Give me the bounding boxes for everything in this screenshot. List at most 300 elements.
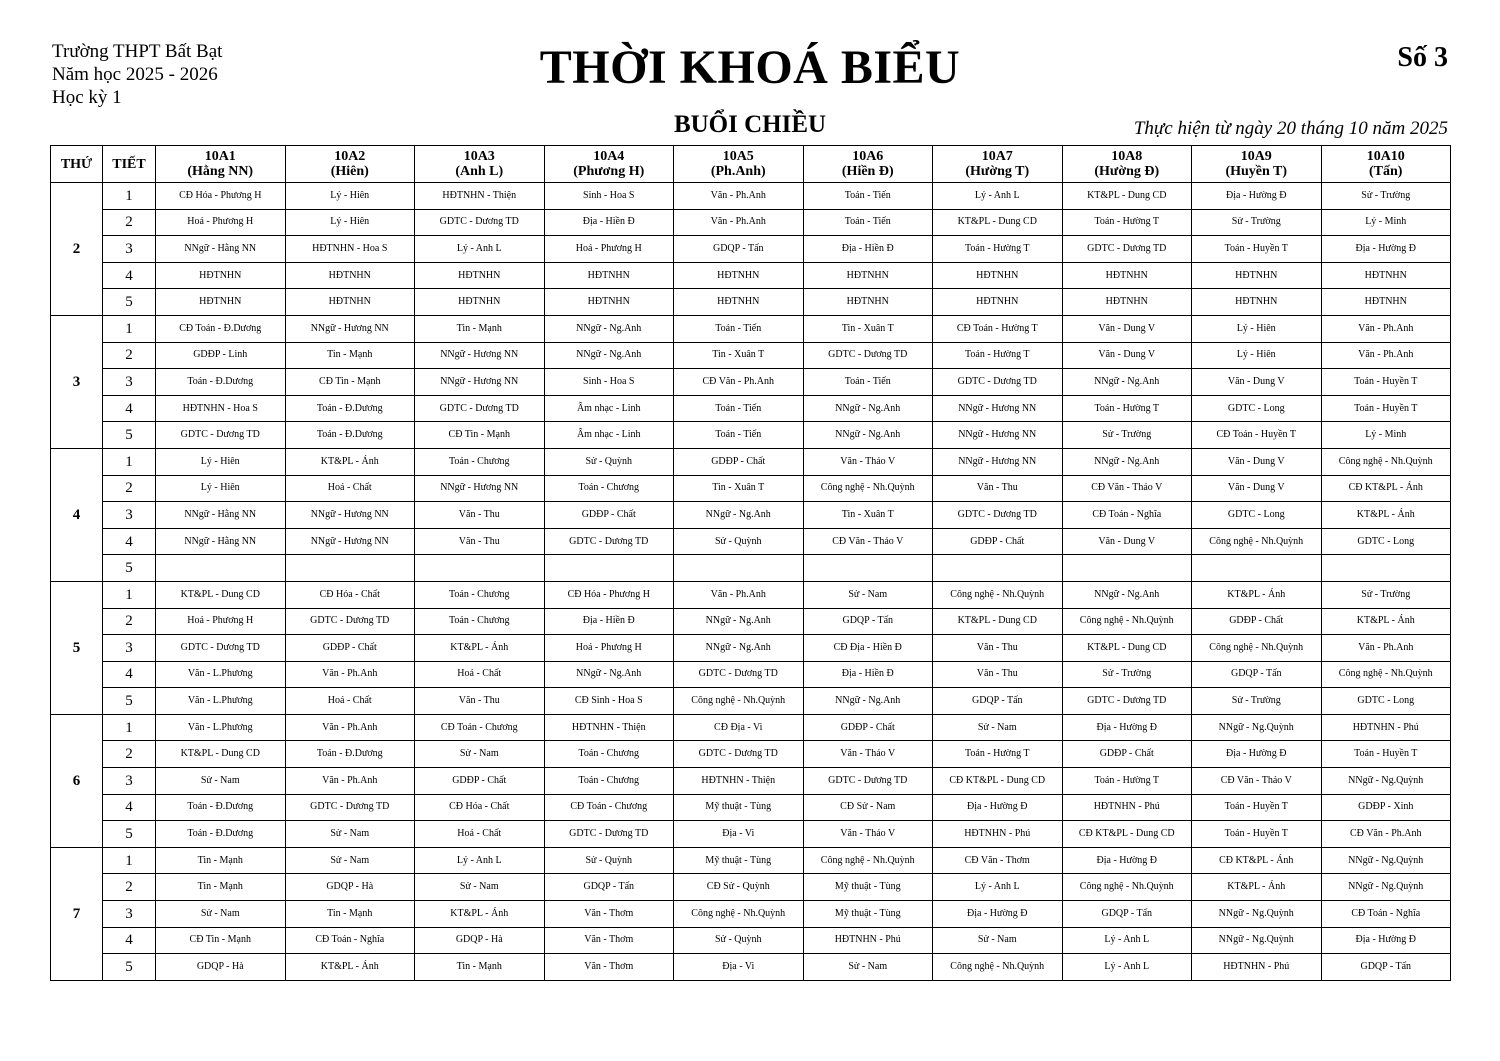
lesson-text: Tin - Xuân T xyxy=(841,322,894,334)
lesson-text: GDTC - Dương TD xyxy=(310,801,390,813)
lesson-cell xyxy=(1192,395,1322,422)
lesson-text: GDTC - Dương TD xyxy=(180,429,260,441)
lesson-text: Văn - Thơm xyxy=(584,934,634,946)
lesson-cell xyxy=(1192,901,1322,928)
table-row xyxy=(51,315,1451,342)
lesson-cell xyxy=(933,741,1063,768)
table-row xyxy=(51,448,1451,475)
lesson-text: Văn - Thảo V xyxy=(840,748,896,760)
lesson-cell xyxy=(803,315,933,342)
lesson-cell xyxy=(933,315,1063,342)
day-cell: 3 xyxy=(51,315,103,448)
lesson-cell xyxy=(544,714,674,741)
lesson-text: Văn - Ph.Anh xyxy=(322,668,378,680)
lesson-cell xyxy=(1321,794,1451,821)
lesson-cell xyxy=(285,209,415,236)
homeroom-teacher: (Tấn) xyxy=(1369,164,1403,179)
lesson-text: NNgữ - Ng.Anh xyxy=(705,615,771,627)
class-name: 10A7 xyxy=(981,149,1013,164)
lesson-text: Văn - Dung V xyxy=(1227,455,1285,467)
period-cell: 1 xyxy=(103,315,156,342)
lesson-text: GDĐP - Chất xyxy=(970,535,1025,547)
lesson-cell xyxy=(674,448,804,475)
lesson-text: GDTC - Dương TD xyxy=(569,828,649,840)
timetable-body xyxy=(51,183,1451,981)
column-header-class xyxy=(933,146,1063,183)
lesson-text: GDQP - Tấn xyxy=(971,695,1023,707)
lesson-text: Mỹ thuật - Tùng xyxy=(834,907,901,919)
class-name: 10A8 xyxy=(1111,149,1143,164)
lesson-text: CĐ Toán - Nghĩa xyxy=(1092,508,1162,520)
lesson-cell xyxy=(1321,448,1451,475)
lesson-cell xyxy=(544,927,674,954)
lesson-cell xyxy=(674,289,804,316)
lesson-text: Toán - Hường T xyxy=(1094,216,1160,228)
lesson-text: Công nghệ - Nh.Quỳnh xyxy=(820,482,915,494)
lesson-text: Địa - Vi xyxy=(722,961,755,973)
lesson-text: Văn - Thơm xyxy=(584,961,634,973)
lesson-text: CĐ Hóa - Chất xyxy=(449,801,510,813)
lesson-text: KT&PL - Dung CD xyxy=(1087,189,1167,201)
lesson-text: Toán - Hường T xyxy=(964,349,1030,361)
lesson-cell xyxy=(156,448,286,475)
lesson-cell xyxy=(1321,395,1451,422)
lesson-cell xyxy=(674,821,804,848)
lesson-text: NNgữ - Ng.Quỳnh xyxy=(1218,907,1294,919)
lesson-cell xyxy=(156,315,286,342)
lesson-cell xyxy=(415,927,545,954)
lesson-cell xyxy=(544,901,674,928)
class-name: 10A9 xyxy=(1240,149,1272,164)
lesson-cell xyxy=(1062,448,1192,475)
lesson-text: Toán - Huyền T xyxy=(1354,402,1418,414)
lesson-text: CĐ Toán - Nghĩa xyxy=(315,934,385,946)
lesson-text: Sử - Trường xyxy=(1231,695,1281,707)
lesson-cell xyxy=(933,954,1063,981)
lesson-cell xyxy=(156,422,286,449)
lesson-text: GDĐP - Linh xyxy=(193,349,248,361)
lesson-text: CĐ Toán - Đ.Dương xyxy=(179,322,262,334)
lesson-text: HĐTNHN xyxy=(976,269,1019,281)
lesson-text: NNgữ - Ng.Quỳnh xyxy=(1218,934,1294,946)
period-cell: 3 xyxy=(103,502,156,529)
lesson-text: Hoá - Chất xyxy=(327,695,372,707)
lesson-text: NNgữ - Ng.Anh xyxy=(835,429,901,441)
lesson-cell xyxy=(415,183,545,210)
homeroom-teacher: (Hằng NN) xyxy=(187,164,254,179)
lesson-cell xyxy=(803,502,933,529)
lesson-text: Toán - Đ.Dương xyxy=(316,402,383,414)
table-row xyxy=(51,927,1451,954)
period-cell: 2 xyxy=(103,608,156,635)
lesson-cell xyxy=(156,502,286,529)
lesson-text: KT&PL - Ánh xyxy=(320,455,379,467)
period-cell: 5 xyxy=(103,821,156,848)
lesson-cell xyxy=(285,927,415,954)
lesson-cell xyxy=(803,448,933,475)
lesson-cell xyxy=(1321,475,1451,502)
lesson-text: Sinh - Hoa S xyxy=(583,375,635,387)
period-cell: 2 xyxy=(103,342,156,369)
lesson-text: GDTC - Long xyxy=(1357,695,1415,707)
lesson-text: Văn - Dung V xyxy=(1098,322,1156,334)
lesson-cell xyxy=(285,502,415,529)
lesson-cell xyxy=(1192,528,1322,555)
lesson-text: Địa - Hiền Đ xyxy=(841,242,894,254)
lesson-cell xyxy=(1192,183,1322,210)
lesson-text: Toán - Hường T xyxy=(964,242,1030,254)
lesson-cell xyxy=(544,608,674,635)
class-name: 10A6 xyxy=(852,149,884,164)
lesson-text: Sử - Nam xyxy=(200,907,240,919)
lesson-text: NNgữ - Hằng NN xyxy=(184,535,257,547)
lesson-cell xyxy=(1062,688,1192,715)
lesson-cell xyxy=(544,874,674,901)
lesson-cell xyxy=(1062,635,1192,662)
lesson-cell xyxy=(1192,209,1322,236)
lesson-cell xyxy=(1192,714,1322,741)
lesson-text: HĐTNHN xyxy=(1364,269,1407,281)
lesson-cell xyxy=(803,635,933,662)
lesson-cell xyxy=(803,901,933,928)
lesson-text: Lý - Anh L xyxy=(1104,961,1150,973)
lesson-cell xyxy=(1192,315,1322,342)
lesson-text: Sử - Trường xyxy=(1102,429,1152,441)
lesson-text: Văn - Dung V xyxy=(1227,482,1285,494)
lesson-text: GDTC - Long xyxy=(1227,402,1285,414)
lesson-text: Công nghệ - Nh.Quỳnh xyxy=(950,588,1045,600)
lesson-text: CĐ Toán - Hường T xyxy=(956,322,1038,334)
lesson-cell xyxy=(933,608,1063,635)
lesson-cell xyxy=(1062,475,1192,502)
lesson-cell xyxy=(803,369,933,396)
lesson-cell xyxy=(1062,954,1192,981)
lesson-cell xyxy=(674,183,804,210)
lesson-text: CĐ KT&PL - Dung CD xyxy=(1078,828,1175,840)
lesson-text: Công nghệ - Nh.Quỳnh xyxy=(1079,881,1174,893)
timetable xyxy=(50,145,1451,981)
lesson-cell xyxy=(1062,262,1192,289)
lesson-cell xyxy=(1192,475,1322,502)
column-header-class xyxy=(1321,146,1451,183)
lesson-cell xyxy=(1321,608,1451,635)
lesson-cell xyxy=(803,661,933,688)
lesson-text: HĐTNHN xyxy=(587,269,630,281)
period-cell: 5 xyxy=(103,954,156,981)
lesson-cell xyxy=(1062,502,1192,529)
lesson-text: CĐ Toán - Chương xyxy=(570,801,648,813)
lesson-text: CĐ Văn - Thảo V xyxy=(1091,482,1163,494)
lesson-text: Văn - Thu xyxy=(458,695,500,707)
lesson-text: NNgữ - Hằng NN xyxy=(184,242,257,254)
table-row xyxy=(51,236,1451,263)
lesson-text: GDTC - Dương TD xyxy=(698,668,778,680)
lesson-cell xyxy=(156,635,286,662)
lesson-text: GDĐP - Chất xyxy=(452,774,507,786)
lesson-cell xyxy=(285,395,415,422)
lesson-text: Toán - Chương xyxy=(448,455,510,467)
lesson-cell xyxy=(674,236,804,263)
table-row xyxy=(51,768,1451,795)
lesson-cell xyxy=(156,342,286,369)
lesson-text: NNgữ - Ng.Quỳnh xyxy=(1348,774,1424,786)
lesson-cell xyxy=(674,874,804,901)
lesson-cell xyxy=(544,794,674,821)
lesson-cell xyxy=(415,262,545,289)
lesson-cell xyxy=(1192,342,1322,369)
lesson-text: NNgữ - Hằng NN xyxy=(184,508,257,520)
lesson-text: Lý - Minh xyxy=(1365,429,1407,441)
lesson-cell xyxy=(803,289,933,316)
lesson-text: NNgữ - Ng.Quỳnh xyxy=(1348,881,1424,893)
lesson-cell xyxy=(415,581,545,608)
lesson-text: GDTC - Dương TD xyxy=(180,641,260,653)
lesson-text: CĐ Sinh - Hoa S xyxy=(574,695,643,707)
lesson-cell xyxy=(1321,262,1451,289)
lesson-cell xyxy=(803,874,933,901)
lesson-text: Văn - L.Phương xyxy=(187,721,253,733)
period-cell: 2 xyxy=(103,741,156,768)
lesson-cell xyxy=(1062,794,1192,821)
lesson-text: Văn - Thơm xyxy=(584,907,634,919)
lesson-cell xyxy=(933,901,1063,928)
lesson-cell xyxy=(156,262,286,289)
lesson-text: CĐ Địa - Hiền Đ xyxy=(833,641,902,653)
lesson-text: HĐTNHN - Phú xyxy=(964,828,1031,840)
lesson-text: NNgữ - Ng.Anh xyxy=(705,508,771,520)
lesson-cell xyxy=(1062,847,1192,874)
lesson-cell xyxy=(1321,714,1451,741)
table-row xyxy=(51,714,1451,741)
lesson-cell xyxy=(933,927,1063,954)
lesson-text: Văn - Thu xyxy=(976,482,1018,494)
lesson-cell xyxy=(933,475,1063,502)
lesson-text: Toán - Hường T xyxy=(1094,402,1160,414)
lesson-cell xyxy=(415,528,545,555)
period-cell: 5 xyxy=(103,555,156,582)
lesson-cell xyxy=(933,342,1063,369)
lesson-cell xyxy=(1192,954,1322,981)
lesson-text: HĐTNHN - Hoa S xyxy=(182,402,258,414)
lesson-cell xyxy=(285,741,415,768)
lesson-cell xyxy=(285,608,415,635)
lesson-cell xyxy=(674,608,804,635)
lesson-text: HĐTNHN - Hoa S xyxy=(312,242,388,254)
lesson-text: HĐTNHN - Thiện xyxy=(571,721,646,733)
lesson-text: Hoá - Phương H xyxy=(187,615,254,627)
lesson-cell xyxy=(285,794,415,821)
lesson-cell xyxy=(933,661,1063,688)
lesson-cell xyxy=(1062,315,1192,342)
lesson-text: NNgữ - Hương NN xyxy=(440,349,519,361)
lesson-text: Hoá - Chất xyxy=(457,668,502,680)
lesson-text: CĐ Tin - Mạnh xyxy=(189,934,251,946)
lesson-cell xyxy=(1062,874,1192,901)
lesson-text: NNgữ - Ng.Anh xyxy=(835,695,901,707)
lesson-text: Sử - Nam xyxy=(848,588,888,600)
period-cell: 1 xyxy=(103,714,156,741)
lesson-text: NNgữ - Ng.Anh xyxy=(1094,588,1160,600)
lesson-cell xyxy=(674,369,804,396)
school-term: Học kỳ 1 xyxy=(52,87,122,108)
lesson-cell xyxy=(674,901,804,928)
lesson-cell xyxy=(156,954,286,981)
lesson-cell xyxy=(1062,236,1192,263)
lesson-cell xyxy=(415,422,545,449)
lesson-text: Sử - Nam xyxy=(459,748,499,760)
table-row xyxy=(51,954,1451,981)
lesson-text: Sử - Trường xyxy=(1231,216,1281,228)
homeroom-teacher: (Ph.Anh) xyxy=(710,164,766,179)
lesson-cell xyxy=(1062,661,1192,688)
lesson-cell xyxy=(803,608,933,635)
school-name: Trường THPT Bất Bạt xyxy=(52,41,223,62)
lesson-text: Văn - Dung V xyxy=(1227,375,1285,387)
lesson-text: HĐTNHN xyxy=(846,269,889,281)
lesson-cell xyxy=(933,768,1063,795)
lesson-cell xyxy=(1321,528,1451,555)
lesson-text: Văn - Thu xyxy=(458,535,500,547)
lesson-text: NNgữ - Hương NN xyxy=(310,508,389,520)
lesson-cell xyxy=(933,555,1063,582)
lesson-text: NNgữ - Hương NN xyxy=(440,482,519,494)
lesson-cell xyxy=(1192,768,1322,795)
lesson-text: NNgữ - Hương NN xyxy=(440,375,519,387)
lesson-text: GDQP - Tấn xyxy=(583,881,635,893)
lesson-cell xyxy=(156,289,286,316)
session-label: BUỔI CHIỀU xyxy=(673,111,827,138)
lesson-text: Lý - Anh L xyxy=(456,242,502,254)
lesson-text: Địa - Hường Đ xyxy=(1355,242,1416,254)
lesson-text: Địa - Hiền Đ xyxy=(841,668,894,680)
lesson-cell xyxy=(415,661,545,688)
lesson-text: Lý - Minh xyxy=(1365,216,1407,228)
lesson-cell xyxy=(156,528,286,555)
lesson-text: HĐTNHN xyxy=(458,296,501,308)
lesson-cell xyxy=(1321,581,1451,608)
lesson-text: Tin - Xuân T xyxy=(841,508,894,520)
lesson-text: GDTC - Long xyxy=(1227,508,1285,520)
lesson-text: Công nghệ - Nh.Quỳnh xyxy=(691,907,786,919)
lesson-text: Hoá - Chất xyxy=(327,482,372,494)
lesson-cell xyxy=(544,581,674,608)
page-title: THỜI KHOÁ BIỂU xyxy=(539,41,961,94)
lesson-cell xyxy=(803,262,933,289)
lesson-text: HĐTNHN xyxy=(1364,296,1407,308)
lesson-text: Lý - Hiên xyxy=(200,455,240,467)
lesson-cell xyxy=(285,369,415,396)
lesson-cell xyxy=(415,741,545,768)
lesson-text: HĐTNHN xyxy=(199,296,242,308)
period-cell: 1 xyxy=(103,448,156,475)
lesson-text: HĐTNHN xyxy=(587,296,630,308)
lesson-cell xyxy=(156,901,286,928)
period-cell: 1 xyxy=(103,847,156,874)
lesson-cell xyxy=(803,183,933,210)
period-cell: 1 xyxy=(103,581,156,608)
lesson-text: HĐTNHN - Phú xyxy=(834,934,901,946)
lesson-cell xyxy=(285,183,415,210)
lesson-text: Sử - Nam xyxy=(977,934,1017,946)
lesson-cell xyxy=(156,927,286,954)
lesson-cell xyxy=(1062,821,1192,848)
lesson-cell xyxy=(933,369,1063,396)
lesson-cell xyxy=(285,768,415,795)
lesson-cell xyxy=(933,874,1063,901)
lesson-text: Địa - Vi xyxy=(722,828,755,840)
lesson-cell xyxy=(803,741,933,768)
lesson-cell xyxy=(803,714,933,741)
lesson-cell xyxy=(1062,714,1192,741)
period-cell: 2 xyxy=(103,209,156,236)
lesson-cell xyxy=(1321,954,1451,981)
lesson-cell xyxy=(1321,422,1451,449)
lesson-text: GDĐP - Chất xyxy=(711,455,766,467)
column-header-period: TIẾT xyxy=(103,146,156,183)
period-cell: 4 xyxy=(103,927,156,954)
lesson-cell xyxy=(803,847,933,874)
lesson-text: GDQP - Hà xyxy=(326,881,374,893)
lesson-text: Địa - Hường Đ xyxy=(1226,189,1287,201)
lesson-text: GDTC - Dương TD xyxy=(439,216,519,228)
lesson-text: NNgữ - Ng.Anh xyxy=(1094,455,1160,467)
lesson-cell xyxy=(803,475,933,502)
lesson-cell xyxy=(544,635,674,662)
lesson-cell xyxy=(1192,422,1322,449)
table-row xyxy=(51,821,1451,848)
lesson-cell xyxy=(803,528,933,555)
lesson-text: GDQP - Tấn xyxy=(1360,961,1412,973)
lesson-cell xyxy=(285,688,415,715)
homeroom-teacher: (Hường T) xyxy=(965,164,1030,179)
lesson-text: GDQP - Hà xyxy=(196,961,244,973)
lesson-text: GDĐP - Chất xyxy=(1229,615,1284,627)
lesson-text: Công nghệ - Nh.Quỳnh xyxy=(950,961,1045,973)
lesson-cell xyxy=(156,475,286,502)
lesson-cell xyxy=(285,581,415,608)
lesson-text: GDTC - Long xyxy=(1357,535,1415,547)
lesson-cell xyxy=(1062,395,1192,422)
lesson-text: CĐ Tin - Mạnh xyxy=(319,375,381,387)
lesson-text: Địa - Hiền Đ xyxy=(582,615,635,627)
lesson-text: Công nghệ - Nh.Quỳnh xyxy=(1209,641,1304,653)
lesson-text: Địa - Hường Đ xyxy=(1096,854,1157,866)
lesson-text: Toán - Chương xyxy=(578,482,640,494)
lesson-text: GDĐP - Chất xyxy=(581,508,636,520)
table-row xyxy=(51,688,1451,715)
lesson-cell xyxy=(285,262,415,289)
lesson-cell xyxy=(1321,901,1451,928)
lesson-text: Văn - Ph.Anh xyxy=(1358,322,1414,334)
lesson-cell xyxy=(544,555,674,582)
table-row xyxy=(51,289,1451,316)
lesson-cell xyxy=(544,688,674,715)
lesson-cell xyxy=(933,289,1063,316)
lesson-cell xyxy=(1192,448,1322,475)
lesson-cell xyxy=(1192,741,1322,768)
period-cell: 3 xyxy=(103,236,156,263)
lesson-text: Địa - Hiền Đ xyxy=(582,216,635,228)
period-cell: 5 xyxy=(103,289,156,316)
lesson-text: Toán - Tiến xyxy=(715,429,762,441)
period-cell: 4 xyxy=(103,661,156,688)
lesson-cell xyxy=(544,369,674,396)
table-row xyxy=(51,581,1451,608)
homeroom-teacher: (Huyền T) xyxy=(1225,164,1288,179)
lesson-cell xyxy=(1192,847,1322,874)
lesson-cell xyxy=(803,422,933,449)
lesson-cell xyxy=(674,635,804,662)
